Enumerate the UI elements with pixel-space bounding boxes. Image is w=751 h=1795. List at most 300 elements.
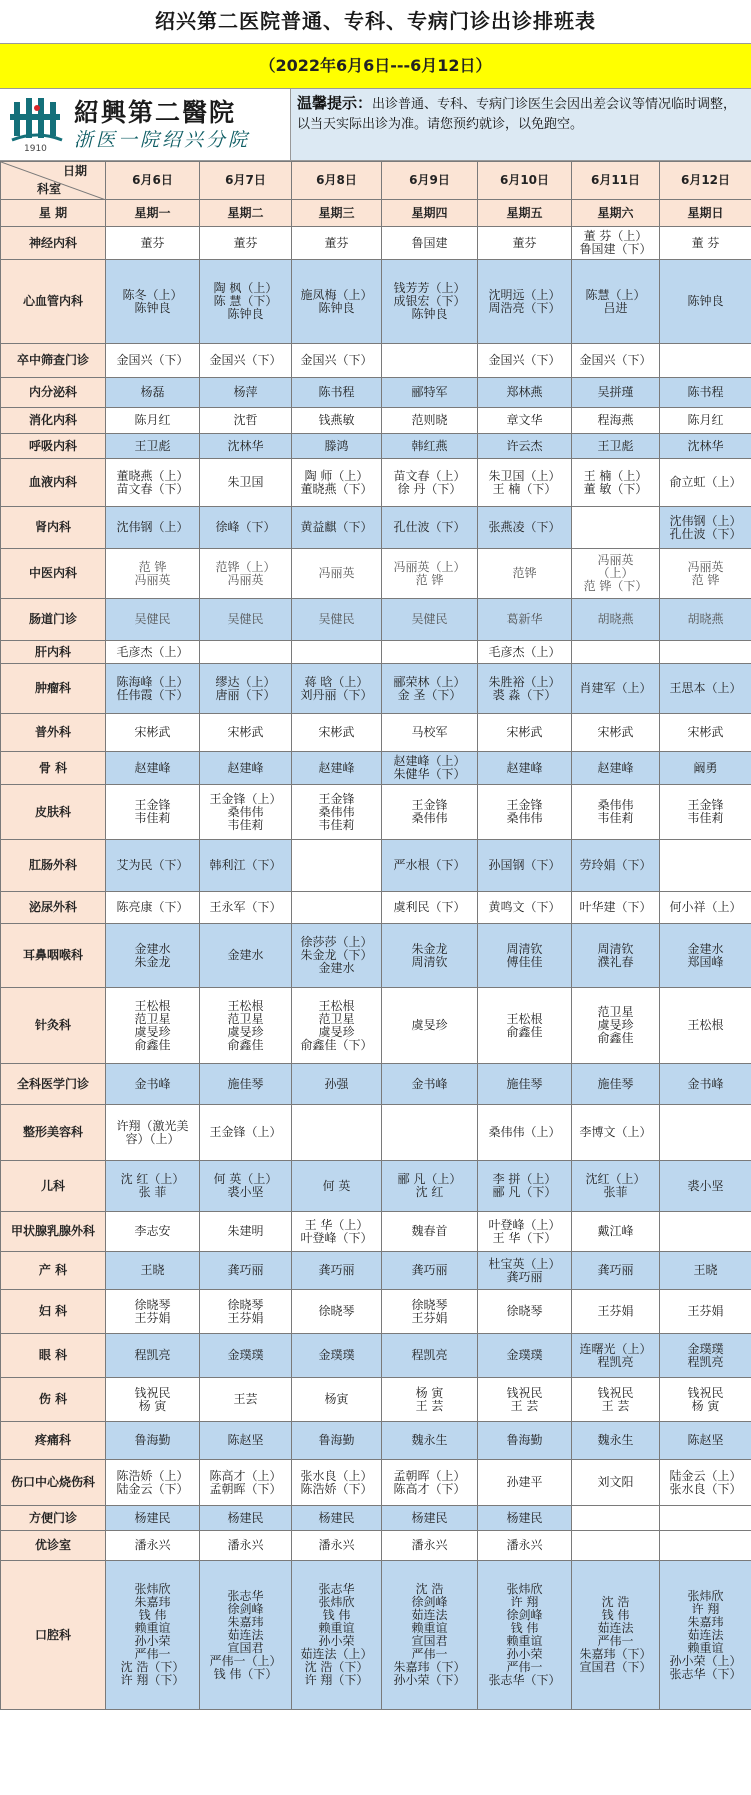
schedule-cell xyxy=(200,664,292,714)
doctor-name: 金 圣（下） xyxy=(397,687,462,702)
department-name: 肝内科 xyxy=(1,641,106,664)
schedule-cell xyxy=(292,1105,382,1161)
schedule-cell xyxy=(200,924,292,988)
schedule-cell xyxy=(106,434,200,459)
schedule-cell xyxy=(382,664,478,714)
doctor-name: 杨萍 xyxy=(233,385,258,399)
schedule-cell xyxy=(660,549,751,599)
schedule-row xyxy=(1,1290,751,1334)
doctor-name: 赖重谊 xyxy=(318,1621,355,1635)
doctor-name: 徐剑峰 xyxy=(506,1608,543,1622)
schedule-cell xyxy=(572,1290,660,1334)
doctor-name: 马校军 xyxy=(411,725,448,739)
doctor-name: 沈明远（上） xyxy=(488,287,561,302)
doctor-name: 王金锋 xyxy=(687,798,724,812)
doctor-name: 郑国峰 xyxy=(687,954,724,969)
doctor-name: 赖重谊 xyxy=(411,1621,448,1635)
notice-box xyxy=(291,89,751,160)
schedule-cell xyxy=(292,641,382,664)
schedule-cell xyxy=(382,1161,478,1212)
doctor-name: 程凯亮 xyxy=(411,1348,448,1362)
doctor-name: 王芬娟 xyxy=(134,1310,171,1325)
doctor-name: 徐莎莎（上） xyxy=(300,935,373,949)
schedule-cell xyxy=(660,752,751,785)
doctor-name: 冯丽英 xyxy=(597,553,634,567)
doctor-name: 杨寅 xyxy=(324,1392,349,1406)
weekday-label: 星 期 xyxy=(1,200,106,227)
department-name: 呼吸内科 xyxy=(1,434,106,459)
doctor-name: 吴健民 xyxy=(411,612,448,626)
schedule-cell xyxy=(382,1561,478,1710)
schedule-cell xyxy=(200,840,292,892)
doctor-name: 沈伟钢（上） xyxy=(669,513,742,528)
schedule-cell xyxy=(106,227,200,260)
weekday-header: 星期六 xyxy=(572,200,660,227)
doctor-name: 沈 浩（下） xyxy=(120,1660,185,1674)
doctor-name: 杨建民 xyxy=(318,1510,355,1525)
doctor-name: 陆金云（下） xyxy=(116,1481,189,1496)
department-name: 全科医学门诊 xyxy=(1,1064,106,1105)
schedule-row xyxy=(1,227,751,260)
schedule-cell xyxy=(200,378,292,408)
schedule-cell xyxy=(478,1334,572,1378)
doctor-name: 叶登峰（上） xyxy=(488,1217,561,1232)
schedule-cell xyxy=(106,1212,200,1252)
schedule-cell xyxy=(382,1212,478,1252)
schedule-cell xyxy=(106,1378,200,1422)
doctor-name: 茹连法 xyxy=(597,1621,634,1635)
schedule-cell xyxy=(200,1460,292,1506)
doctor-name: 吴健民 xyxy=(227,612,264,626)
schedule-cell xyxy=(382,549,478,599)
schedule-cell xyxy=(478,1252,572,1290)
doctor-name: 劳玲娟（下） xyxy=(579,858,652,872)
doctor-name: 王 楠（上） xyxy=(583,468,648,483)
doctor-name: 郦荣林（上） xyxy=(393,674,466,689)
doctor-name: 张燕凌（下） xyxy=(488,520,561,534)
doctor-name: 赖重谊 xyxy=(506,1634,543,1648)
doctor-name: 俞鑫佳 xyxy=(506,1024,543,1039)
doctor-name: 宣国君 xyxy=(411,1634,448,1648)
schedule-cell xyxy=(572,1105,660,1161)
doctor-name: 孙小荣 xyxy=(318,1634,355,1648)
doctor-name: 桑伟伟 xyxy=(597,798,634,812)
doctor-name: 程凯亮 xyxy=(134,1348,171,1362)
doctor-name: 黄鸣文（下） xyxy=(488,900,561,914)
schedule-cell xyxy=(478,507,572,549)
schedule-cell xyxy=(382,752,478,785)
schedule-cell xyxy=(572,1422,660,1460)
doctor-name: 赵建峰 xyxy=(597,760,634,775)
schedule-cell xyxy=(292,459,382,507)
doctor-name: 范则晓 xyxy=(411,413,448,427)
doctor-name: 宋彬武 xyxy=(687,725,724,739)
schedule-row xyxy=(1,752,751,785)
doctor-name: 龚巧丽 xyxy=(227,1263,264,1277)
schedule-cell xyxy=(478,434,572,459)
date-header: 6月10日 xyxy=(478,162,572,200)
doctor-name: 范卫星 xyxy=(318,1011,355,1026)
department-name: 伤 科 xyxy=(1,1378,106,1422)
schedule-row xyxy=(1,408,751,434)
schedule-row xyxy=(1,1460,751,1506)
schedule-cell xyxy=(382,260,478,344)
doctor-name: 毛彦杰（上） xyxy=(488,644,561,659)
schedule-cell xyxy=(478,344,572,378)
doctor-name: 郑林燕 xyxy=(506,385,543,399)
doctor-name: 赵建峰（上） xyxy=(393,754,466,768)
doctor-name: 钱 伟 xyxy=(322,1608,351,1622)
corner-date-label: 日期 xyxy=(62,164,87,178)
schedule-cell xyxy=(292,1460,382,1506)
doctor-name: 范卫星 xyxy=(227,1011,264,1026)
doctor-name: 胡晓燕 xyxy=(687,612,724,626)
doctor-name: 张炜欣 xyxy=(506,1582,543,1596)
schedule-cell xyxy=(660,1290,751,1334)
schedule-cell xyxy=(660,641,751,664)
doctor-name: 许 翔 xyxy=(510,1595,539,1609)
doctor-name: 严伟一 xyxy=(506,1660,543,1674)
schedule-cell xyxy=(660,924,751,988)
doctor-name: 桑伟伟 xyxy=(318,804,355,819)
doctor-name: 陈 慧（下） xyxy=(213,294,278,308)
schedule-cell xyxy=(292,924,382,988)
schedule-cell xyxy=(292,227,382,260)
doctor-name: 张炜欣 xyxy=(318,1595,355,1609)
doctor-name: 金璞璞 xyxy=(687,1341,724,1356)
page-title: 绍兴第二医院普通、专科、专病门诊出诊排班表 xyxy=(0,0,751,43)
schedule-cell xyxy=(382,408,478,434)
doctor-name: 裘 淼（下） xyxy=(492,687,557,702)
weekday-header: 星期三 xyxy=(292,200,382,227)
doctor-name: 范铧 xyxy=(512,566,537,580)
schedule-cell xyxy=(382,599,478,641)
schedule-cell xyxy=(660,1212,751,1252)
schedule-cell xyxy=(572,1460,660,1506)
schedule-cell xyxy=(572,840,660,892)
date-range: （2022年6月6日---6月12日） xyxy=(0,43,751,89)
schedule-cell xyxy=(106,260,200,344)
doctor-name: 陈钟良 xyxy=(687,294,724,308)
schedule-cell xyxy=(382,988,478,1064)
doctor-name: 施佳琴 xyxy=(597,1076,634,1091)
doctor-name: 陈高才（上） xyxy=(209,1468,282,1483)
doctor-name: 张志华（下） xyxy=(669,1666,742,1681)
date-header: 6月7日 xyxy=(200,162,292,200)
schedule-cell xyxy=(106,507,200,549)
doctor-name: 程海燕 xyxy=(597,413,634,427)
doctor-name: 钱 伟（下） xyxy=(213,1666,278,1681)
doctor-name: 成银宏（下） xyxy=(393,294,466,308)
schedule-cell xyxy=(106,459,200,507)
doctor-name: 王松根 xyxy=(687,1018,724,1032)
schedule-cell xyxy=(106,1561,200,1710)
doctor-name: 徐剑峰 xyxy=(411,1595,448,1609)
schedule-cell xyxy=(106,785,200,840)
doctor-name: 徐晓琴 xyxy=(318,1304,355,1318)
doctor-name: 金建水 xyxy=(227,948,264,962)
schedule-cell xyxy=(292,1064,382,1105)
schedule-cell xyxy=(106,892,200,924)
doctor-name: 叶华建（下） xyxy=(579,900,652,914)
doctor-name: 潘永兴 xyxy=(227,1538,264,1552)
doctor-name: 虞旻珍 xyxy=(411,1018,448,1032)
doctor-name: 王晓 xyxy=(140,1263,165,1277)
department-name: 卒中筛查门诊 xyxy=(1,344,106,378)
schedule-cell xyxy=(572,507,660,549)
doctor-name: 严水根（下） xyxy=(393,858,466,872)
doctor-name: 张志华（下） xyxy=(488,1673,561,1687)
schedule-cell xyxy=(382,507,478,549)
doctor-name: 陈浩娇（上） xyxy=(116,1468,189,1483)
doctor-name: 茹连法（上） xyxy=(300,1647,373,1661)
schedule-cell xyxy=(292,1378,382,1422)
schedule-cell xyxy=(106,549,200,599)
doctor-name: 连曙光（上） xyxy=(579,1341,652,1356)
doctor-name: 许 翔（下） xyxy=(304,1673,369,1687)
doctor-name: 董芬 xyxy=(324,235,349,250)
department-name: 针灸科 xyxy=(1,988,106,1064)
doctor-name: 葛新华 xyxy=(506,612,543,626)
doctor-name: 孟朝晖（下） xyxy=(209,1481,282,1496)
date-header: 6月8日 xyxy=(292,162,382,200)
doctor-name: 杨建民 xyxy=(227,1510,264,1525)
doctor-name: 王芸 xyxy=(233,1392,258,1406)
doctor-name: 施凤梅（上） xyxy=(300,287,373,302)
schedule-cell xyxy=(200,260,292,344)
doctor-name: 冯丽英 xyxy=(227,572,264,587)
doctor-name: 张炜欣 xyxy=(687,1588,724,1603)
doctor-name: 韦佳莉 xyxy=(227,817,264,832)
doctor-name: 徐剑峰 xyxy=(227,1601,264,1616)
doctor-name: 虞旻珍 xyxy=(134,1024,171,1039)
doctor-name: 冯丽英 xyxy=(687,559,724,574)
doctor-name: 孙国钢（下） xyxy=(488,858,561,872)
schedule-cell xyxy=(200,434,292,459)
department-name: 耳鼻咽喉科 xyxy=(1,924,106,988)
doctor-name: 俞立虹（上） xyxy=(669,475,742,489)
doctor-name: 朱嘉玮 xyxy=(227,1614,264,1629)
doctor-name: 陈高才（下） xyxy=(393,1481,466,1496)
schedule-cell xyxy=(382,1252,478,1290)
doctor-name: 王金锋 xyxy=(506,798,543,812)
doctor-name: 孟朝晖（上） xyxy=(393,1468,466,1483)
schedule-row xyxy=(1,1531,751,1561)
doctor-name: 郦 凡（上） xyxy=(397,1172,462,1186)
weekday-header-row xyxy=(1,200,751,227)
weekday-header: 星期日 xyxy=(660,200,751,227)
schedule-cell xyxy=(572,785,660,840)
doctor-name: 王 楠（下） xyxy=(492,481,557,496)
doctor-name: 宋彬武 xyxy=(318,725,355,739)
doctor-name: 杨 寅 xyxy=(415,1385,444,1400)
schedule-cell xyxy=(106,1064,200,1105)
schedule-cell xyxy=(200,459,292,507)
doctor-name: 戴江峰 xyxy=(597,1224,634,1238)
doctor-name: 陈赵坚 xyxy=(687,1433,724,1447)
doctor-name: 张菲 xyxy=(603,1185,628,1199)
doctor-name: 容）（上） xyxy=(125,1131,180,1146)
schedule-cell xyxy=(292,378,382,408)
doctor-name: 潘永兴 xyxy=(411,1538,448,1552)
doctor-name: 韦佳莉 xyxy=(687,811,724,825)
schedule-cell xyxy=(382,227,478,260)
schedule-row xyxy=(1,840,751,892)
schedule-row xyxy=(1,714,751,752)
doctor-name: 桑伟伟（上） xyxy=(488,1125,561,1139)
schedule-cell xyxy=(106,988,200,1064)
schedule-cell xyxy=(106,664,200,714)
schedule-cell xyxy=(200,227,292,260)
doctor-name: 肖建军（上） xyxy=(579,681,652,695)
schedule-cell xyxy=(478,1460,572,1506)
doctor-name: 周清钦 xyxy=(506,941,543,956)
doctor-name: 施佳琴 xyxy=(227,1076,264,1091)
schedule-cell xyxy=(572,1378,660,1422)
department-name: 整形美容科 xyxy=(1,1105,106,1161)
schedule-cell xyxy=(382,1506,478,1531)
schedule-cell xyxy=(478,785,572,840)
doctor-name: 沈林华 xyxy=(227,438,264,453)
doctor-name: 朱金龙（下） xyxy=(300,948,373,962)
corner-dept-label: 科室 xyxy=(37,182,62,196)
doctor-name: 严伟一（上） xyxy=(209,1653,282,1668)
doctor-name: 范卫星 xyxy=(134,1011,171,1026)
schedule-cell xyxy=(572,641,660,664)
doctor-name: 王卫彪 xyxy=(597,438,634,453)
doctor-name: 郦特军 xyxy=(411,385,448,399)
schedule-cell xyxy=(200,1290,292,1334)
schedule-cell xyxy=(660,1252,751,1290)
schedule-cell xyxy=(478,1531,572,1561)
doctor-name: 董 芬 xyxy=(691,235,720,250)
doctor-name: 徐晓琴 xyxy=(227,1297,264,1312)
doctor-name: 虞旻珍 xyxy=(318,1024,355,1039)
doctor-name: 桑伟伟 xyxy=(227,804,264,819)
schedule-cell xyxy=(292,1252,382,1290)
doctor-name: 王 华（上） xyxy=(304,1217,369,1232)
doctor-name: 陈书程 xyxy=(687,385,724,399)
doctor-name: 钱祝民 xyxy=(134,1385,171,1400)
doctor-name: 金国兴（下） xyxy=(488,353,561,367)
doctor-name: 潘永兴 xyxy=(506,1538,543,1552)
doctor-name: 孙小荣 xyxy=(134,1634,171,1648)
doctor-name: 宣国君（下） xyxy=(579,1660,652,1674)
doctor-name: 陈冬（上） xyxy=(122,287,183,302)
doctor-name: 陆金云（上） xyxy=(669,1468,742,1483)
doctor-name: 朱嘉玮（下） xyxy=(393,1660,466,1674)
schedule-cell xyxy=(200,892,292,924)
weekday-header: 星期二 xyxy=(200,200,292,227)
schedule-cell xyxy=(660,599,751,641)
schedule-cell xyxy=(572,549,660,599)
schedule-cell xyxy=(572,714,660,752)
doctor-name: 陈书程 xyxy=(318,385,355,399)
doctor-name: 金国兴（下） xyxy=(116,353,189,367)
doctor-name: 许 翔 xyxy=(691,1601,720,1616)
department-name: 方便门诊 xyxy=(1,1506,106,1531)
schedule-cell xyxy=(200,344,292,378)
doctor-name: 钱祝民 xyxy=(687,1385,724,1400)
doctor-name: 何小祥（上） xyxy=(669,900,742,914)
doctor-name: 鲁国建（下） xyxy=(579,242,652,256)
doctor-name: 张 菲 xyxy=(138,1185,167,1199)
doctor-name: 金国兴（下） xyxy=(579,353,652,367)
schedule-cell xyxy=(382,1105,478,1161)
doctor-name: 魏春首 xyxy=(411,1224,448,1238)
schedule-cell xyxy=(106,408,200,434)
schedule-cell xyxy=(660,434,751,459)
schedule-cell xyxy=(106,1531,200,1561)
doctor-name: 徐晓琴 xyxy=(506,1304,543,1318)
doctor-name: 钱燕敏 xyxy=(318,413,355,427)
schedule-cell xyxy=(660,988,751,1064)
doctor-name: 胡晓燕 xyxy=(597,612,634,626)
schedule-cell xyxy=(660,378,751,408)
schedule-cell xyxy=(200,1422,292,1460)
schedule-table xyxy=(0,161,751,1710)
doctor-name: 周浩亮（下） xyxy=(488,300,561,315)
doctor-name: 沈 红 xyxy=(415,1185,444,1199)
schedule-row xyxy=(1,260,751,344)
doctor-name: 潘永兴 xyxy=(134,1538,171,1552)
doctor-name: 孙小荣（上） xyxy=(669,1653,742,1668)
doctor-name: 陈月红 xyxy=(687,413,724,427)
schedule-cell xyxy=(200,507,292,549)
doctor-name: 许翔（激光美 xyxy=(116,1118,189,1133)
schedule-cell xyxy=(106,599,200,641)
schedule-cell xyxy=(478,1422,572,1460)
department-name: 消化内科 xyxy=(1,408,106,434)
doctor-name: 范 铧 xyxy=(691,572,720,587)
schedule-cell xyxy=(292,1161,382,1212)
doctor-name: 濮礼春 xyxy=(597,954,634,969)
schedule-cell xyxy=(106,1460,200,1506)
schedule-cell xyxy=(572,408,660,434)
doctor-name: 王金锋 xyxy=(411,798,448,812)
schedule-row xyxy=(1,664,751,714)
schedule-cell xyxy=(382,1460,478,1506)
doctor-name: 徐峰（下） xyxy=(215,520,276,534)
date-header: 6月9日 xyxy=(382,162,478,200)
doctor-name: 钱 伟 xyxy=(601,1608,630,1622)
department-name: 肛肠外科 xyxy=(1,840,106,892)
doctor-name: 陈钟良 xyxy=(411,307,448,321)
doctor-name: 鲁海勤 xyxy=(318,1433,355,1447)
doctor-name: 陈赵坚 xyxy=(227,1433,264,1447)
weekday-header: 星期五 xyxy=(478,200,572,227)
doctor-name: 茹连法 xyxy=(687,1627,724,1642)
doctor-name: 赵建峰 xyxy=(134,760,171,775)
schedule-cell xyxy=(106,840,200,892)
schedule-cell xyxy=(200,785,292,840)
doctor-name: 周清钦 xyxy=(411,954,448,969)
doctor-name: 董芬 xyxy=(512,235,537,250)
doctor-name: 范 铧 xyxy=(138,559,167,574)
doctor-name: 朱嘉玮 xyxy=(134,1595,171,1609)
schedule-row xyxy=(1,988,751,1064)
schedule-row xyxy=(1,1252,751,1290)
doctor-name: 董芬 xyxy=(233,235,258,250)
schedule-row xyxy=(1,1422,751,1460)
schedule-cell xyxy=(478,1212,572,1252)
schedule-cell xyxy=(478,1064,572,1105)
doctor-name: 陈钟良 xyxy=(318,300,355,315)
schedule-cell xyxy=(292,434,382,459)
doctor-name: 陶 师（上） xyxy=(304,468,369,483)
doctor-name: 施佳琴 xyxy=(506,1076,543,1091)
doctor-name: 张志华 xyxy=(318,1582,355,1596)
